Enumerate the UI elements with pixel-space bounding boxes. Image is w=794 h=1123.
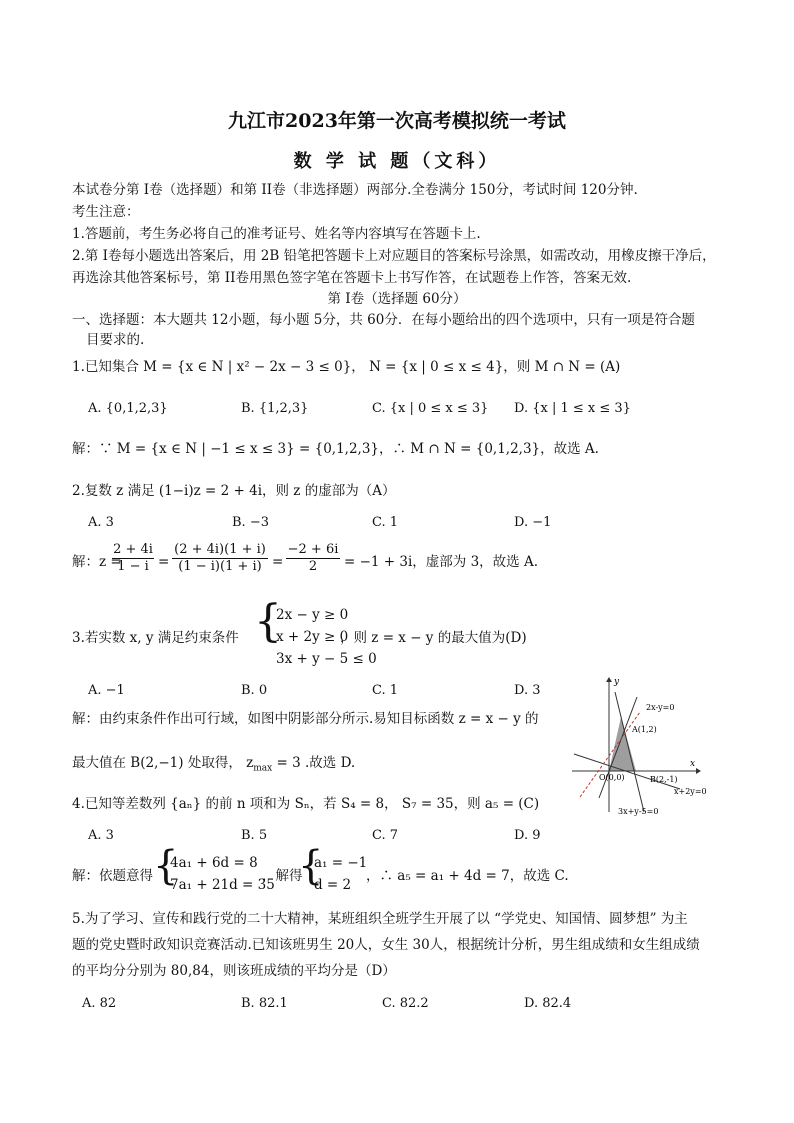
line-label: x+2y=0 [674, 787, 707, 796]
option-a: A. {0,1,2,3} [88, 401, 168, 416]
numerator: −2 + 6i [287, 542, 339, 557]
solution: 解：由约束条件作出可行域，如图中阴影部分所示.易知目标函数 z = x − y 的 [72, 711, 539, 727]
y-axis-arrow [606, 677, 612, 682]
intro-line: 本试卷分第 I卷（选择题）和第 II卷（非选择题）两部分.全卷满分 150分，考试时间 120分钟. [72, 182, 638, 198]
fraction [112, 542, 154, 574]
equation: d = 2 [314, 877, 352, 893]
equation: 4a₁ + 6d = 8 [170, 855, 258, 871]
origin-label: O(0,0) [599, 773, 625, 782]
option-b: B. 0 [241, 683, 268, 698]
exam-subtitle: 数 学 试 题（文科） [293, 151, 501, 172]
solution-prefix: 解：z = [72, 554, 122, 570]
question-stem: 题的党史暨时政知识竞赛活动.已知该班男生 20人，女生 30人，根据统计分析，男生组成绩和女生组成绩 [72, 937, 700, 953]
denominator: 2 [286, 558, 340, 574]
constraint: 2x − y ≥ 0 [276, 607, 349, 623]
option-d: D. 82.4 [524, 996, 572, 1011]
option-a: A. −1 [88, 683, 125, 698]
option-c: C. {x | 0 ≤ x ≤ 3} [372, 401, 489, 416]
brace: { [254, 596, 282, 647]
intro-line: 2.第 I卷每小题选出答案后，用 2B 铅笔把答题卡上对应题目的答案标号涂黑，如需改动，用橡皮擦干净后， [72, 248, 716, 264]
point-label: A(1,2) [632, 725, 657, 734]
intro-line: 再选涂其他答案标号，第 II卷用黑色签字笔在答题卡上书写作答，在试题卷上作答，答案无效. [72, 270, 632, 286]
denominator: 1 − i [112, 558, 154, 574]
fraction [286, 542, 340, 574]
solution-suffix: ，∴ a₅ = a₁ + 4d = 7，故选 C. [366, 868, 569, 884]
option-c: C. 7 [372, 828, 399, 843]
denominator: (1 − i)(1 + i) [172, 558, 268, 574]
equals-sign: = [272, 554, 284, 570]
section-heading-cont: 目要求的. [86, 332, 145, 348]
line-2x-y [599, 697, 637, 798]
x-axis-label: x [690, 759, 696, 769]
option-d: D. {x | 1 ≤ x ≤ 3} [514, 401, 631, 416]
exam-title: 九江市2023年第一次高考模拟统一考试 [228, 110, 566, 132]
part-heading: 第 I卷（选择题 60分） [327, 291, 467, 307]
constraint: x + 2y ≥ 0 [276, 629, 349, 645]
option-b: B. 82.1 [241, 996, 288, 1011]
option-d: D. 3 [514, 683, 541, 698]
option-a: A. 3 [88, 515, 114, 530]
option-b: B. 5 [241, 828, 268, 843]
question-stem: 的平均分分别为 80,84，则该班成绩的平均分是（D） [72, 963, 396, 979]
solution-mid: ，解得 [262, 868, 303, 884]
option-a: A. 3 [88, 828, 114, 843]
option-c: C. 82.2 [382, 996, 429, 1011]
line-label: 3x+y-5=0 [618, 807, 659, 816]
solution [72, 755, 355, 774]
question-stem: 1.已知集合 M = {x ∈ N | x² − 2x − 3 ≤ 0}， N = {x | 0 ≤ x ≤ 4}，则 M ∩ N = (A) [72, 359, 621, 375]
question-stem: 4.已知等差数列 {aₙ} 的前 n 项和为 Sₙ，若 S₄ = 8， S₇ = 35，则 a₅ = (C) [72, 796, 540, 812]
question-stem-prefix: 3.若实数 x, y 满足约束条件 [72, 630, 239, 646]
equation: a₁ = −1 [314, 855, 368, 871]
y-axis-label: y [614, 677, 620, 687]
solution-text: = 3 .故选 D. [272, 755, 356, 771]
intro-line: 1.答题前，考生务必将自己的准考证号、姓名等内容填写在答题卡上. [72, 226, 481, 242]
equation-system [170, 852, 275, 896]
numerator: (2 + 4i)(1 + i) [174, 542, 266, 557]
constraint: 3x + y − 5 ≤ 0 [276, 651, 377, 667]
solution: 解：∵ M = {x ∈ N | −1 ≤ x ≤ 3} = {0,1,2,3}，∴ M ∩ N = {0,1,2,3}，故选 A. [72, 441, 599, 457]
x-axis-arrow [696, 768, 701, 774]
option-b: B. −3 [232, 515, 269, 530]
feasible-region-graph [568, 672, 718, 822]
section-heading: 一、选择题：本大题共 12小题，每小题 5分，共 60分．在每小题给出的四个选项中，只有一项是符合题 [72, 312, 695, 328]
subscript: max [253, 763, 273, 774]
solution-text: 最大值在 B(2,−1) 处取得， z [72, 755, 254, 771]
solution-suffix: = −1 + 3i，虚部为 3，故选 A. [344, 554, 539, 570]
question-stem: 2.复数 z 满足 (1−i)z = 2 + 4i，则 z 的虚部为（A） [72, 483, 396, 499]
option-a: A. 82 [82, 996, 117, 1011]
option-d: D. −1 [514, 515, 552, 530]
brace: { [298, 843, 324, 889]
equation-system [314, 852, 367, 896]
line-label: 2x-y=0 [646, 703, 675, 712]
option-c: C. 1 [372, 515, 399, 530]
point-label: B(2,-1) [650, 775, 678, 784]
brace: { [153, 843, 179, 889]
solution-prefix: 解：依题意得 [72, 868, 153, 884]
equation: 7a₁ + 21d = 35 [170, 877, 275, 893]
equals-sign: = [158, 554, 170, 570]
fraction [172, 542, 268, 574]
intro-line: 考生注意： [72, 204, 140, 220]
option-d: D. 9 [514, 828, 541, 843]
question-stem: 5.为了学习、宣传和践行党的二十大精神，某班组织全班学生开展了以 “学党史、知国情、圆梦想” 为主 [72, 911, 688, 927]
question-stem-suffix: ，则 z = x − y 的最大值为(D) [340, 630, 527, 646]
option-b: B. {1,2,3} [241, 401, 309, 416]
option-c: C. 1 [372, 683, 399, 698]
numerator: 2 + 4i [113, 542, 153, 557]
